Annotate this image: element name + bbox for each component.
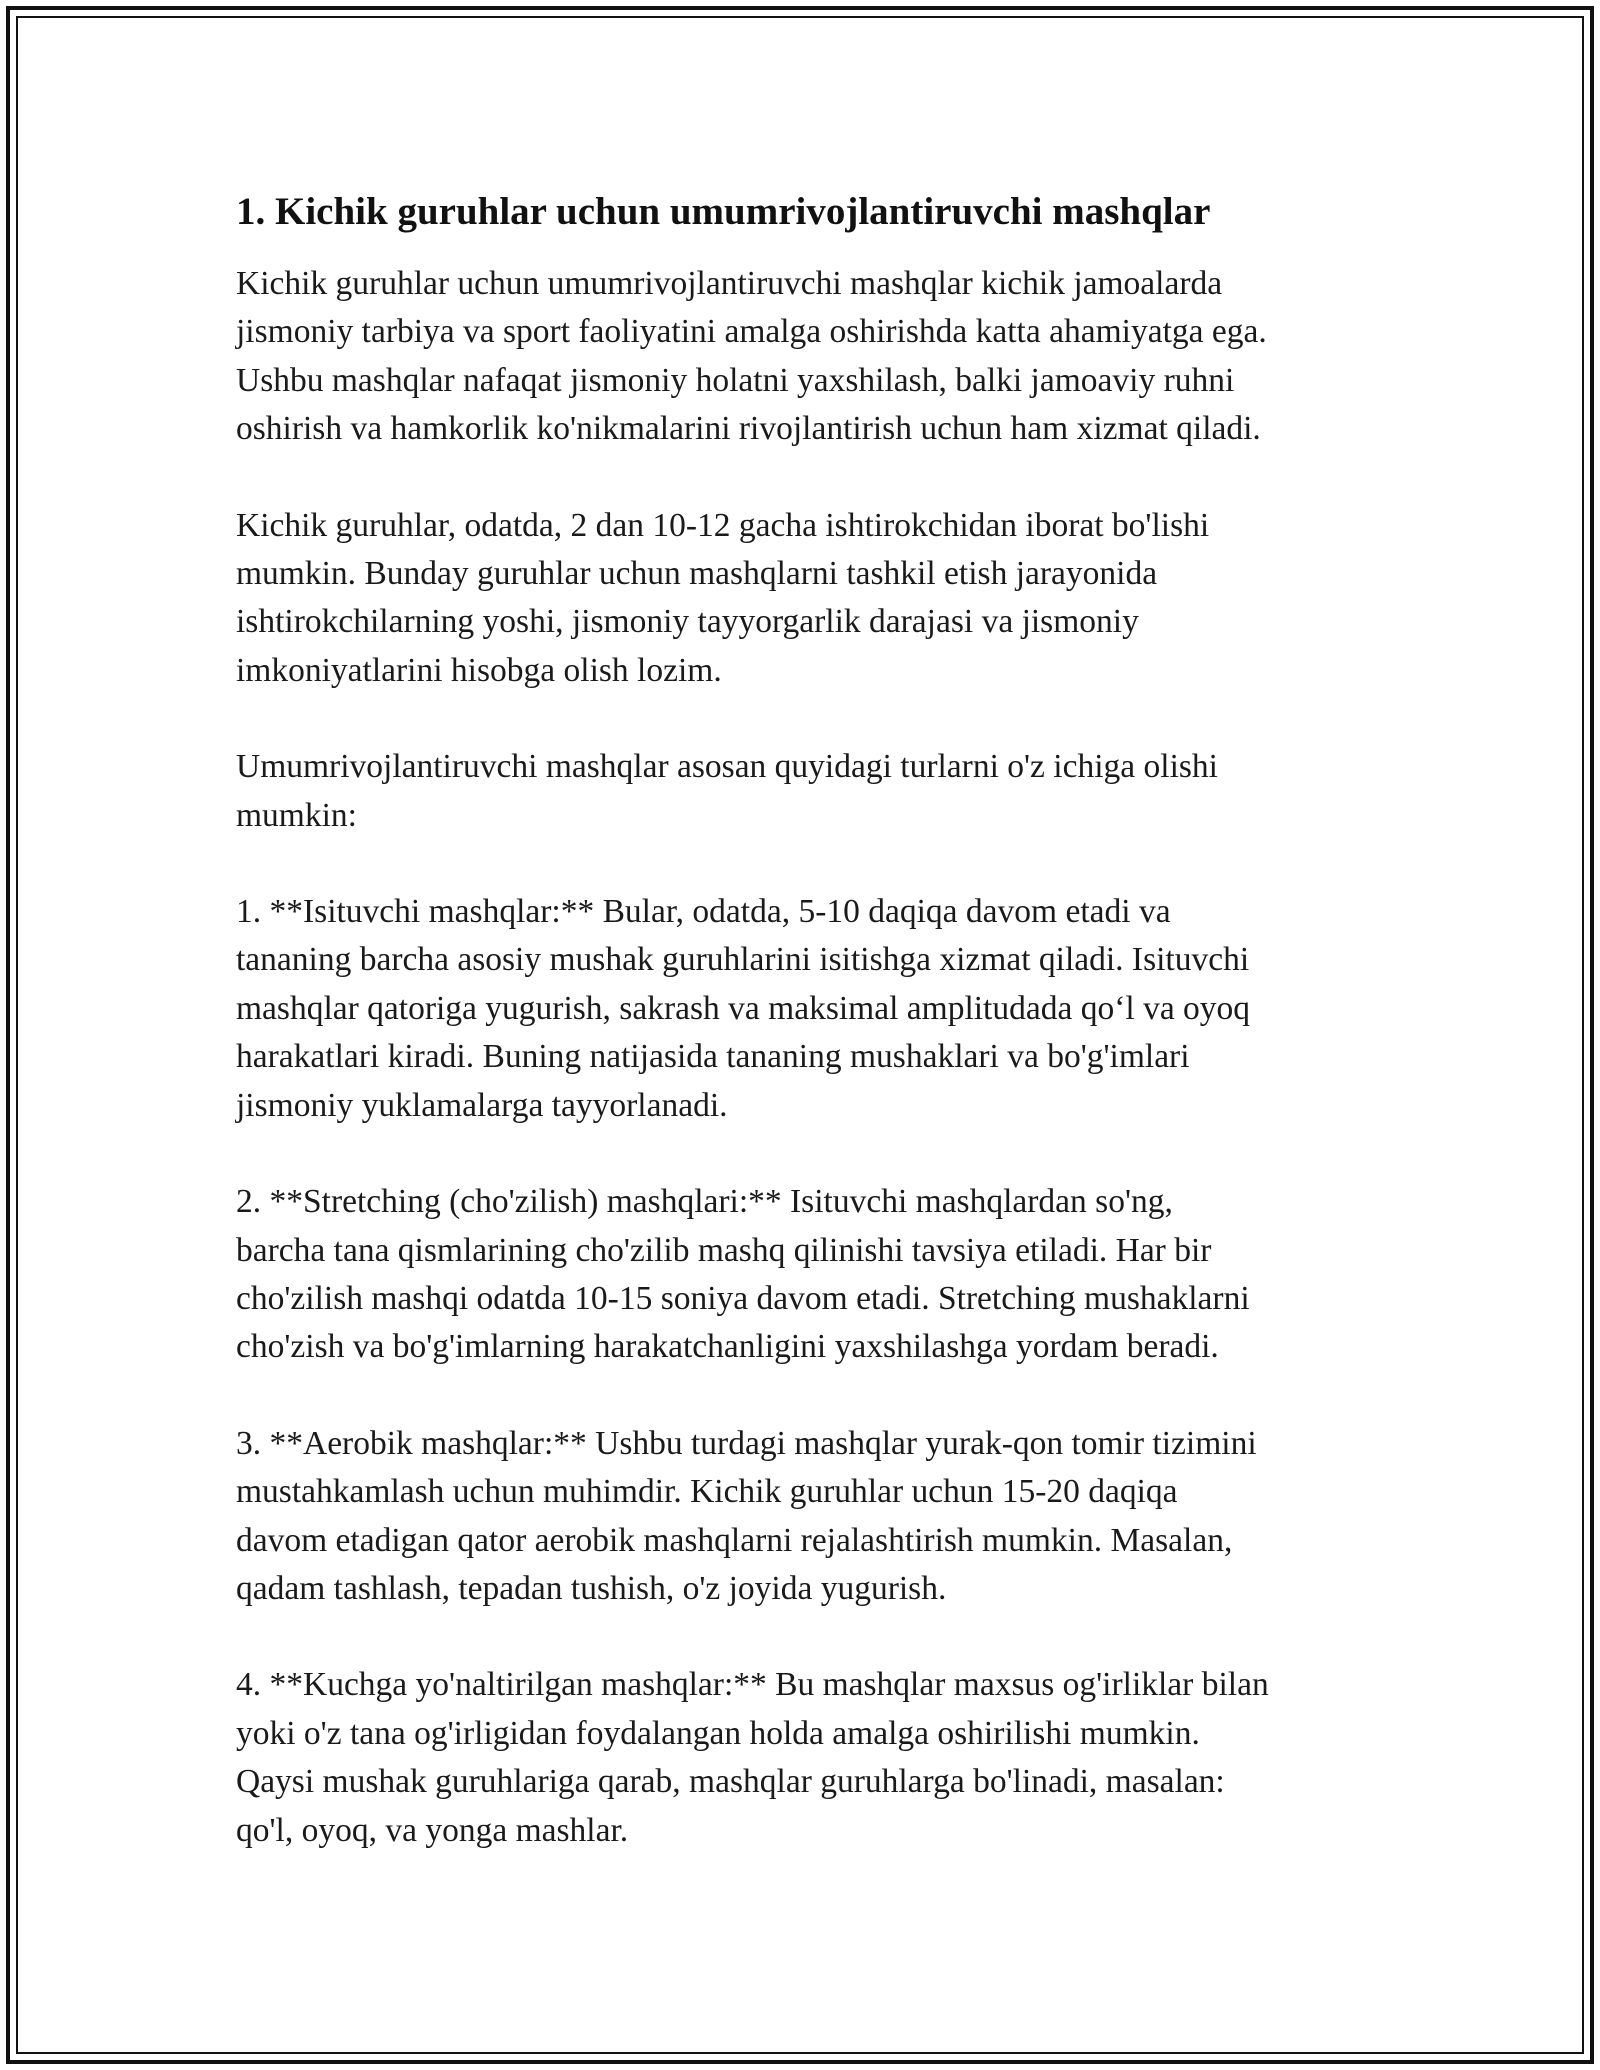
document-body: [236, 186, 1376, 1903]
paragraph-exercise-types: Umumrivojlantiruvchi mashqlar asosan quyidagi turlarni o'z ichiga olishi mumkin:: [236, 748, 1218, 834]
list-item-warm-up: 1. **Isituvchi mashqlar:** Bular, odatda, 5-10 daqiqa davom etadi va tananing barcha asosiy mushak guruhlarini isitishga xizmat qiladi. Isituvchi mashqlar qatoriga yugurish, sakrash va maksimal amplitudada qo‘l va oyoq harakatlari kiradi. Buning natijasida tananing mushaklari va bo'g'imlari jismoniy yuklamalarga tayyorlanadi.: [236, 893, 1251, 1124]
paragraph-group-size: Kichik guruhlar, odatda, 2 dan 10-12 gacha ishtirokchidan iborat bo'lishi mumkin. Bunday guruhlar uchun mashqlarni tashkil etish jarayonida ishtirokchilarning yoshi, jismoniy tayyorgarlik darajasi va jismoniy imkoniyatlarini hisobga olish lozim.: [236, 506, 1210, 689]
list-item-aerobic: 3. **Aerobik mashqlar:** Ushbu turdagi mashqlar yurak-qon tomir tizimini mustahkamlash uchun muhimdir. Kichik guruhlar uchun 15-20 daqiqa davom etadigan qator aerobik mashqlarni rejalashtirish mumkin. Masalan, qadam tashlash, tepadan tushish, o'z joyida yugurish.: [236, 1424, 1257, 1607]
document-title: 1. Kichik guruhlar uchun umumrivojlantiruvchi mashqlar: [236, 190, 1211, 233]
paragraph-intro: Kichik guruhlar uchun umumrivojlantiruvchi mashqlar kichik jamoalarda jismoniy tarbiya va sport faoliyatini amalga oshirishda katta ahamiyatga ega. Ushbu mashqlar nafaqat jismoniy holatni yaxshilash, balki jamoaviy ruhni oshirish va hamkorlik ko'nikmalarini rivojlantirish uchun ham xizmat qiladi.: [236, 265, 1267, 448]
list-item-strength: 4. **Kuchga yo'naltirilgan mashqlar:** Bu mashqlar maxsus og'irliklar bilan yoki o'z tana og'irligidan foydalangan holda amalga oshirilishi mumkin. Qaysi mushak guruhlariga qarab, mashqlar guruhlarga bo'linadi, masalan: qo'l, oyoq, va yonga mashlar.: [236, 1666, 1269, 1849]
list-item-stretching: 2. **Stretching (cho'zilish) mashqlari:** Isituvchi mashqlardan so'ng, barcha tana qismlarining cho'zilib mashq qilinishi tavsiya etiladi. Har bir cho'zilish mashqi odatda 10-15 soniya davom etadi. Stretching mushaklarni cho'zish va bo'g'imlarning harakatchanligini yaxshilashga yordam beradi.: [236, 1183, 1250, 1366]
